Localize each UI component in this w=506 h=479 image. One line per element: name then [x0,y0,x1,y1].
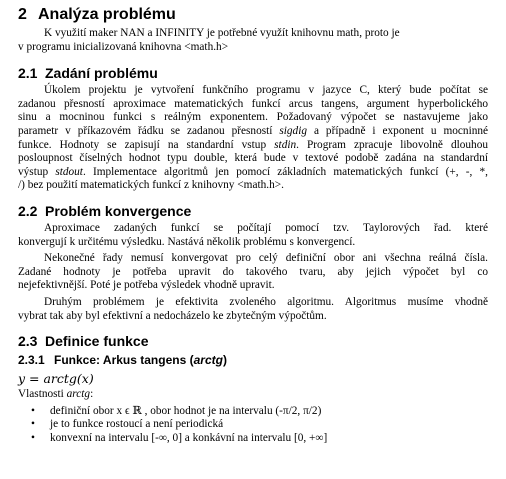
subsubsection-number: 2.3.1 [18,353,45,368]
list-item-text: konvexní na intervalu [-∞, 0] a konkávní na intervalu [0, +∞] [50,432,328,445]
intro-line: v programu inicializovaná knihovna <math.h> [18,40,229,53]
paragraph-line: Aproximace zadaných funkcí se počítají pomocí tzv. Taylorových řad. které [44,221,488,234]
section-number: 2 [18,6,27,23]
properties-label [18,388,488,402]
stdout-term: stdout [55,165,83,178]
paragraph-line: zadanou přesností aproximace matematických funkcí arcus tangens, argument hyperbolického [18,97,488,110]
arctg-term: arctg [66,388,91,401]
subsubsection-title: Funkce: Arkus tangens ( [54,353,194,368]
subsubsection-heading-2-3-1 [18,352,488,368]
subsection-title: Definice funkce [45,333,149,350]
text-run: funkce. Hodnoty se zapisují na standardní vstup [18,138,267,151]
section-intro-paragraph [18,27,488,54]
list-item-text: je to funkce rostoucí a není periodická [50,418,224,431]
paragraph-line: vybrat tak aby byl efektivní a nedocházelo ke zbytečným výpočtům. [18,309,327,322]
paragraph-line: Druhým problémem je efektivita zvoleného algoritmu. Algoritmus musíme vhodně [44,295,488,308]
intro-line: K využití maker NAN a INFINITY je potřebné využít knihovnu math, proto je [44,27,400,39]
paragraph-line: Zadané hodnoty je potřeba upravit do takového tvaru, aby jejich výpočet byl co [18,265,488,278]
paragraph-line: posloupnost číselných hodnot typu double, která bude v textové podobě zadána na standardní [18,152,488,165]
text-run: parametr v příkazovém řádku se zadanou přesností [18,124,273,137]
task-paragraph [18,84,488,193]
convergence-paragraph-2 [18,252,488,293]
list-item [18,432,488,446]
list-item [18,405,488,419]
paragraph-line: Nekonečné řady nemusí konvergovat pro celý definiční obor ani všechna reálná čísla. [44,252,488,265]
bullet-icon: • [31,418,35,431]
subsection-number: 2.2 [18,202,38,219]
subsection-number: 2.3 [18,333,38,350]
section-heading [18,4,488,26]
paragraph-line: sinu a mocninou funkci s reálným exponentem. Požadovaný výpočet se nastavujeme jako [18,111,488,124]
subsection-title: Problém konvergence [45,202,192,219]
subsubsection-title-end: ) [222,353,227,368]
document-page [18,4,488,446]
sigdig-term: sigdig [279,124,307,137]
paragraph-line: /) bez použití matematických funkcí z knihovny <math.h>. [18,179,284,192]
text-run: . Implementace algoritmů jen pomocí základních matematických funkcí (+, -, *, [82,165,488,178]
list-item-text: definiční obor x ϵ ℝ , obor hodnot je na intervalu (-π/2, π/2) [50,404,322,417]
convergence-paragraph-1 [18,222,488,249]
subsection-heading-2-3 [18,332,488,351]
subsection-number: 2.1 [18,65,38,82]
subsection-heading-2-1 [18,64,488,83]
paragraph-line [18,166,488,180]
text-run: : [90,388,94,401]
text-run: výstup [18,165,49,178]
paragraph-line [18,139,488,153]
subsection-title: Zadání problému [45,65,158,82]
paragraph-line: konvergují k určitému výsledku. Nastává několik problému s konvergencí. [18,235,356,248]
convergence-paragraph-3 [18,296,488,323]
list-item [18,418,488,432]
text-run: a případně i exponent u mocninné [313,124,489,137]
paragraph-line [18,125,488,139]
arctg-term: arctg [193,353,223,368]
bullet-icon: • [31,404,35,417]
paragraph-line: Úkolem projektu je vytvoření funkčního programu v jazyce C, který bude počítat se [44,84,488,97]
text-run: Vlastnosti [18,388,64,401]
subsection-heading-2-2 [18,202,488,221]
properties-list [18,405,488,446]
paragraph-line: nejefektivnější. Poté je potřeba výsledek vhodně upravit. [18,279,275,292]
section-title: Analýza problému [38,6,176,23]
stdin-term: stdin [274,138,297,151]
formula: y = arctg(x) [18,371,94,387]
bullet-icon: • [31,432,35,445]
text-run: . Program zpracuje libovolně dlouhou [296,138,488,151]
